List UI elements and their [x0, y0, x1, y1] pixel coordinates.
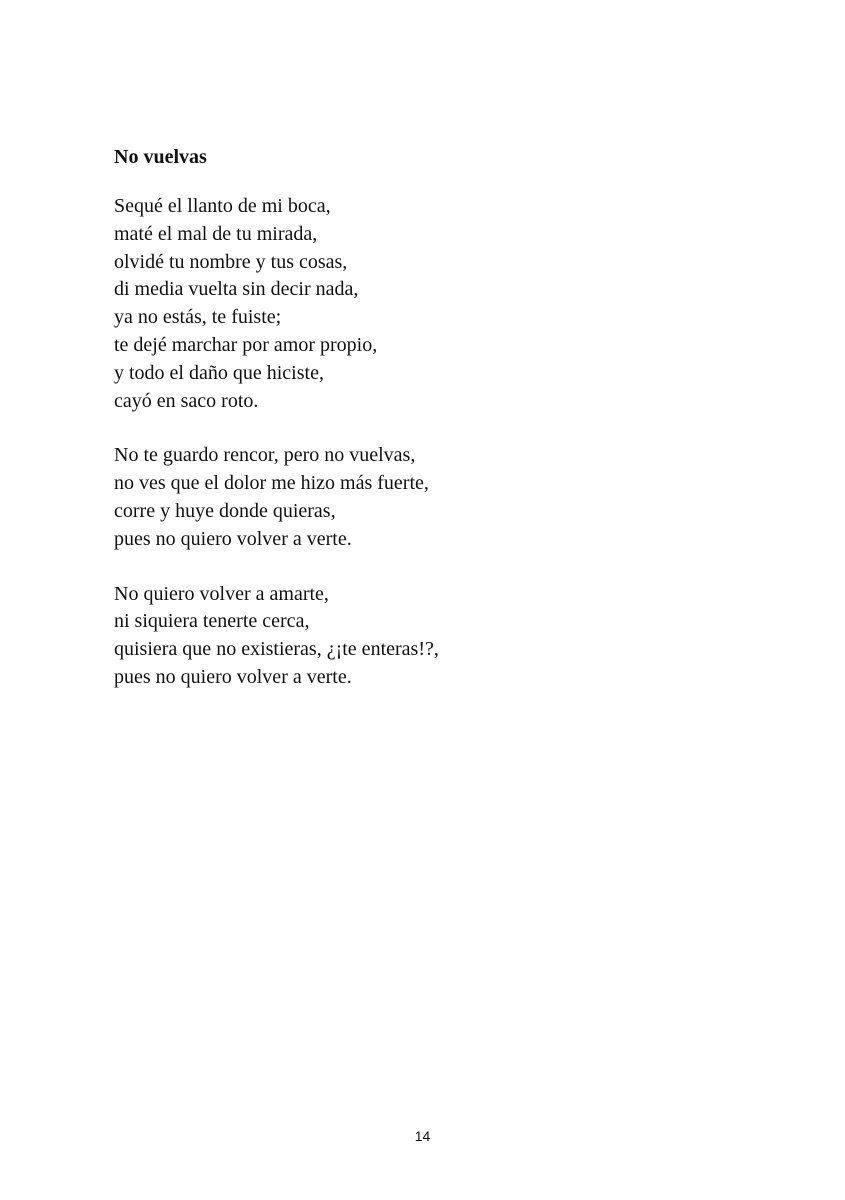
verse-line: corre y huye donde quieras, [114, 499, 336, 522]
verse-line: pues no quiero volver a verte. [114, 665, 352, 688]
verse-line: pues no quiero volver a verte. [114, 527, 352, 550]
stanza-3 [114, 581, 714, 692]
verse-line: te dejé marchar por amor propio, [114, 333, 378, 356]
verse-line: y todo el daño que hiciste, [114, 361, 324, 384]
poem-title: No vuelvas [114, 146, 207, 168]
page-number: 14 [414, 1128, 431, 1144]
verse-line: Sequé el llanto de mi boca, [114, 195, 331, 217]
verse-line: no ves que el dolor me hizo más fuerte, [114, 472, 429, 495]
verse-line: di media vuelta sin decir nada, [114, 278, 359, 301]
stanza-1 [114, 193, 714, 415]
verse-line: olvidé tu nombre y tus cosas, [114, 250, 348, 273]
verse-line: cayó en saco roto. [114, 389, 259, 412]
verse-line: ya no estás, te fuiste; [114, 306, 282, 329]
verse-line: quisiera que no existieras, ¿¡te enteras!?, [114, 638, 439, 661]
stanza-2 [114, 442, 714, 553]
verse-line: ni siquiera tenerte cerca, [114, 610, 310, 633]
verse-line: maté el mal de tu mirada, [114, 222, 318, 245]
verse-line: No quiero volver a amarte, [114, 582, 329, 605]
verse-line: No te guardo rencor, pero no vuelvas, [114, 444, 416, 467]
poem [114, 143, 714, 719]
